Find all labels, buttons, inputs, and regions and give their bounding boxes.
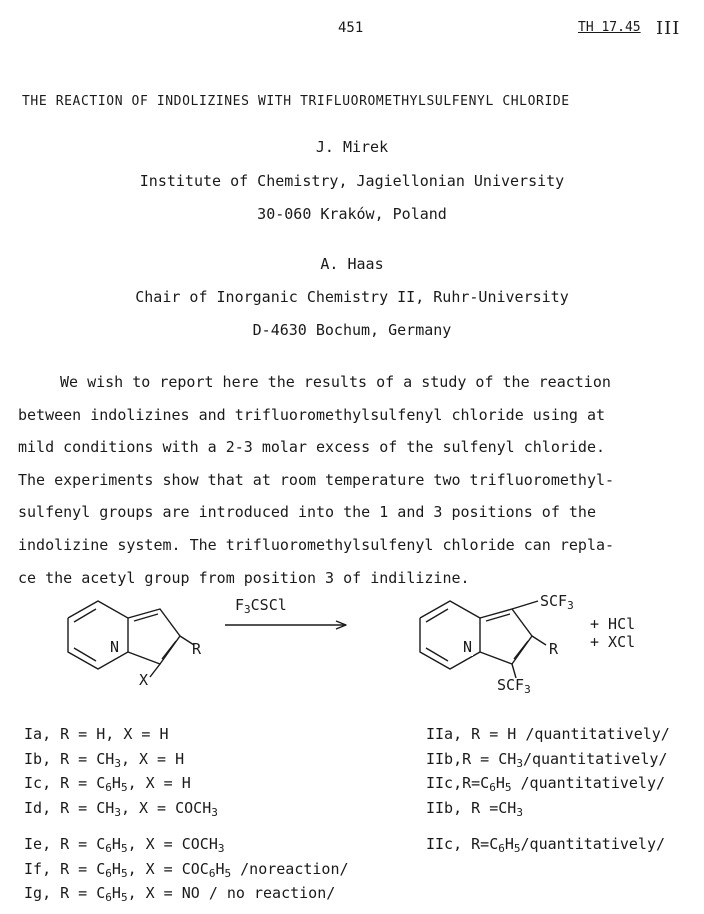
reactant-compound-list [24,722,349,906]
byproduct-hcl: + HCl [590,615,636,633]
author-1-name: J. Mirek [315,138,389,156]
reactant-five-ring [128,609,194,677]
compound-row: Ib, $R = CH_3$, X = H [24,749,185,770]
abstract-line: between indolizines and trifluoromethylsulfenyl chloride using at [18,405,605,424]
compound-row: Ig, $R = C_6H_5$, X = NO / no reaction/ [24,884,336,904]
author-2-affiliation: Chair of Inorganic Chemistry II, Ruhr-University [135,288,569,306]
product-top-scf3: $SCF_3$ [540,592,574,612]
header-code: TH 17.45 [578,20,641,35]
compound-row: Ie, $R = C_6H_5$, $X = COCH_3$ [24,835,225,855]
compound-row: If, $R = C_6H_5$, $X = COC_6H_5$ /noreaction/ [24,859,349,880]
product-six-ring [420,601,480,669]
compound-row: Ic, $R = C_6H_5$, X = H [24,774,191,794]
author-2-address: D-4630 Bochum, Germany [252,321,452,339]
compound-row: Id, $R = CH_3$, $X = COCH_3$ [24,798,218,819]
reactant-x-label: X [139,671,149,689]
abstract-line: mild conditions with a 2-3 molar excess of the sulfenyl chloride. [18,438,605,457]
abstract-line: The experiments show that at room temperature two trifluoromethyl- [18,470,615,489]
author-2-name: A. Haas [320,255,384,273]
product-n-label: N [463,638,473,656]
reagent-label: $F_3CSCl$ [235,596,287,616]
byproduct-xcl: + XCl [590,633,636,651]
compound-row: $IIc,R=C_6H_5$ /quantitatively/ [426,774,666,794]
compound-row: IIc, $R=C_6H_5/quantitatively/$ [426,835,666,855]
reactant-six-ring [68,601,128,669]
reactant-r-label: R [192,640,202,658]
abstract-line: sulfenyl groups are introduced into the 1 and 3 positions of the [18,503,596,522]
abstract-line: We wish to report here the results of a study of the reaction [60,373,611,391]
author-1-address: 30-060 Kraków, Poland [257,205,447,223]
product-bottom-scf3: $SCF_3$ [497,676,531,696]
author-1-affiliation: Institute of Chemistry, Jagiellonian University [139,172,565,190]
product-compound-list [426,722,670,857]
product-r-label: R [549,640,559,658]
abstract-line: ce the acetyl group from position 3 of indilizine. [18,568,470,587]
compound-row: Ia, R = H, X = H [24,725,169,743]
reaction-arrow [225,621,346,629]
compound-row: IIb, $R =CH_3$ [426,798,523,819]
abstract-line: indolizine system. The trifluoromethylsulfenyl chloride can repla- [18,535,615,554]
paper-title: THE REACTION OF INDOLIZINES WITH TRIFLUOROMETHYLSULFENYL CHLORIDE [22,94,570,109]
compound-row: IIa, R = H /quantitatively/ [426,725,670,743]
header-roman: III [656,18,681,39]
page-number: 451 [338,20,364,36]
product-five-ring [480,601,546,678]
reactant-n-label: N [110,638,120,656]
compound-row: $IIb,R = CH_3/quantitatively/$ [426,749,668,770]
